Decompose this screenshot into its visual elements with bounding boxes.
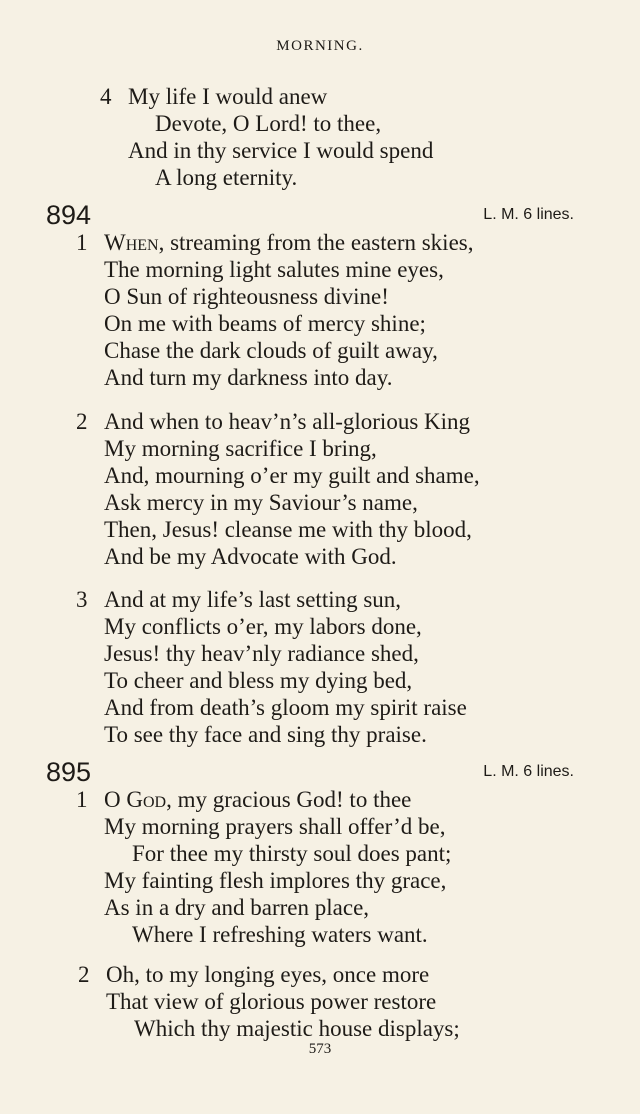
- verse-line: Oh, to my longing eyes, once more: [106, 962, 430, 987]
- verse-line: My morning sacrifice I bring,: [104, 436, 377, 461]
- verse-line: Where I refreshing waters want.: [132, 922, 428, 947]
- running-header: MORNING.: [276, 38, 364, 54]
- hymn-meter: L. M. 6 lines.: [483, 763, 574, 780]
- verse-number: 4: [100, 84, 112, 109]
- verse-number: 1: [76, 230, 88, 255]
- first-line-rest: , streaming from the eastern skies,: [158, 230, 474, 255]
- verse-number: 2: [76, 409, 88, 434]
- verse-line: Chase the dark clouds of guilt away,: [104, 338, 438, 363]
- hymn-meter: L. M. 6 lines.: [483, 206, 574, 223]
- hymn-number: 894: [46, 200, 92, 230]
- verse-line: On me with beams of mercy shine;: [104, 311, 426, 336]
- verse-line: Jesus! thy heav’nly radiance shed,: [104, 641, 419, 666]
- verse-line: My life I would anew: [128, 84, 328, 109]
- verse-line: My fainting flesh implores thy grace,: [104, 868, 447, 893]
- verse-number: 3: [76, 587, 88, 612]
- verse-line: As in a dry and barren place,: [104, 895, 370, 920]
- verse-line: And, mourning o’er my guilt and shame,: [104, 463, 480, 488]
- first-line-pre: O: [104, 787, 127, 812]
- verse-number: 1: [76, 787, 88, 812]
- hymn-number: 895: [46, 757, 92, 787]
- verse-line: Ask mercy in my Saviour’s name,: [104, 490, 418, 515]
- verse-first-line: [104, 230, 473, 256]
- verse-line: And turn my darkness into day.: [104, 365, 393, 390]
- verse-line: And from death’s gloom my spirit raise: [104, 695, 467, 720]
- first-line-rest: , my gracious God! to thee: [166, 787, 412, 812]
- verse-line: O Sun of righteousness divine!: [104, 284, 389, 309]
- first-word-smallcaps: When: [104, 230, 159, 255]
- verse-line: The morning light salutes mine eyes,: [104, 257, 444, 282]
- verse-line: And when to heav’n’s all-glorious King: [104, 409, 471, 434]
- verse-line: To cheer and bless my dying bed,: [104, 668, 413, 693]
- verse-first-line: [104, 787, 411, 813]
- verse-line: And be my Advocate with God.: [104, 544, 397, 569]
- verse-line: To see thy face and sing thy praise.: [104, 722, 427, 747]
- page-number: 573: [308, 1041, 332, 1057]
- verse-line: My morning prayers shall offer’d be,: [104, 814, 446, 839]
- first-word-smallcaps: God: [126, 787, 167, 812]
- verse-line: For thee my thirsty soul does pant;: [132, 841, 452, 866]
- verse-line: And in thy service I would spend: [128, 138, 434, 163]
- verse-line: That view of glorious power restore: [106, 989, 437, 1014]
- verse-line: Then, Jesus! cleanse me with thy blood,: [104, 517, 472, 542]
- verse-number: 2: [78, 962, 90, 987]
- verse-line: And at my life’s last setting sun,: [104, 587, 402, 612]
- verse-line: A long eternity.: [155, 165, 298, 190]
- verse-line: Devote, O Lord! to thee,: [155, 111, 382, 136]
- verse-line: Which thy majestic house displays;: [134, 1016, 460, 1041]
- verse-line: My conflicts o’er, my labors done,: [104, 614, 422, 639]
